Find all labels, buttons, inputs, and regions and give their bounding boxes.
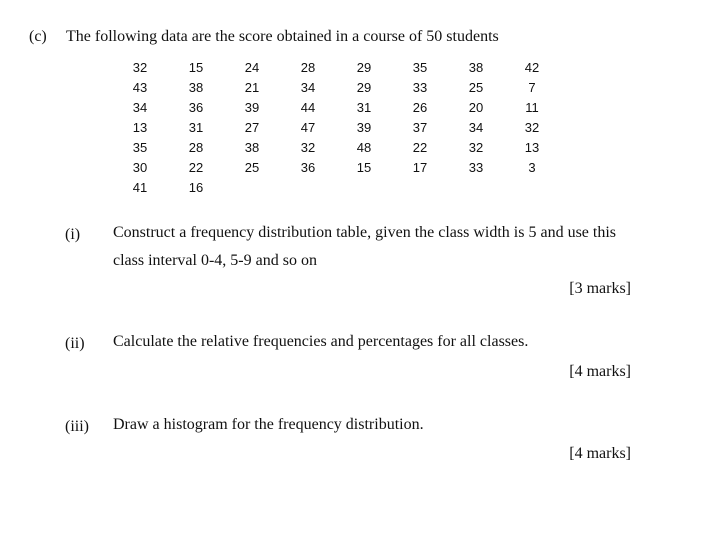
part-iii-number: (iii) [65, 418, 89, 435]
score-cell: 31 [356, 100, 372, 115]
score-cell: 15 [188, 60, 204, 75]
part-i-text [113, 219, 616, 275]
score-cell: 42 [524, 60, 540, 75]
score-cell: 34 [300, 80, 316, 95]
score-cell: 35 [132, 140, 148, 155]
score-cell: 32 [524, 120, 540, 135]
score-cell: 32 [468, 140, 484, 155]
score-cell: 16 [188, 180, 204, 195]
score-cell: 33 [412, 80, 428, 95]
score-cell: 22 [188, 160, 204, 175]
score-cell: 47 [300, 120, 316, 135]
score-cell: 44 [300, 100, 316, 115]
score-cell: 25 [244, 160, 260, 175]
score-cell: 34 [468, 120, 484, 135]
score-cell: 13 [132, 120, 148, 135]
score-cell: 26 [412, 100, 428, 115]
score-cell: 38 [468, 60, 484, 75]
part-ii-marks: [4 marks] [569, 363, 631, 380]
score-cell: 48 [356, 140, 372, 155]
score-cell [224, 178, 280, 198]
score-cell [448, 178, 504, 198]
score-cell: 43 [132, 80, 148, 95]
score-cell: 30 [132, 160, 148, 175]
part-i-line2: class interval 0-4, 5-9 and so on [113, 252, 317, 269]
score-cell: 32 [300, 140, 316, 155]
score-cell: 29 [356, 60, 372, 75]
score-cell: 34 [132, 100, 148, 115]
score-cell: 13 [524, 140, 540, 155]
score-cell: 38 [244, 140, 260, 155]
score-cell: 3 [528, 160, 536, 175]
score-cell: 33 [468, 160, 484, 175]
score-cell: 37 [412, 120, 428, 135]
score-cell: 17 [412, 160, 428, 175]
score-cell: 25 [468, 80, 484, 95]
score-cell: 36 [188, 100, 204, 115]
score-cell [392, 178, 448, 198]
score-cell: 39 [356, 120, 372, 135]
score-cell: 31 [188, 120, 204, 135]
question-label: (c) [29, 28, 47, 45]
score-cell: 15 [356, 160, 372, 175]
score-cell: 35 [412, 60, 428, 75]
score-cell: 20 [468, 100, 484, 115]
score-cell: 39 [244, 100, 260, 115]
score-cell: 28 [188, 140, 204, 155]
score-cell [280, 178, 336, 198]
score-cell: 21 [244, 80, 260, 95]
score-cell: 29 [356, 80, 372, 95]
part-ii-number: (ii) [65, 335, 85, 352]
score-cell: 24 [244, 60, 260, 75]
part-iii-marks: [4 marks] [569, 445, 631, 462]
part-i-marks: [3 marks] [569, 280, 631, 297]
score-cell: 32 [132, 60, 148, 75]
score-cell [504, 178, 560, 198]
part-ii-text: Calculate the relative frequencies and percentages for all classes. [113, 333, 529, 350]
score-cell: 27 [244, 120, 260, 135]
score-cell: 41 [132, 180, 148, 195]
question-text: The following data are the score obtained in a course of 50 students [66, 28, 499, 45]
part-iii-text: Draw a histogram for the frequency distribution. [113, 416, 424, 433]
score-cell: 22 [412, 140, 428, 155]
part-i-number: (i) [65, 226, 81, 243]
score-cell: 38 [188, 80, 204, 95]
score-cell: 36 [300, 160, 316, 175]
score-cell [336, 178, 392, 198]
score-cell: 7 [528, 80, 536, 95]
part-i-line1: Construct a frequency distribution table, given the class width is 5 and use this [113, 224, 617, 241]
score-cell: 11 [525, 100, 539, 115]
score-cell: 28 [300, 60, 316, 75]
scores-table [112, 58, 562, 198]
